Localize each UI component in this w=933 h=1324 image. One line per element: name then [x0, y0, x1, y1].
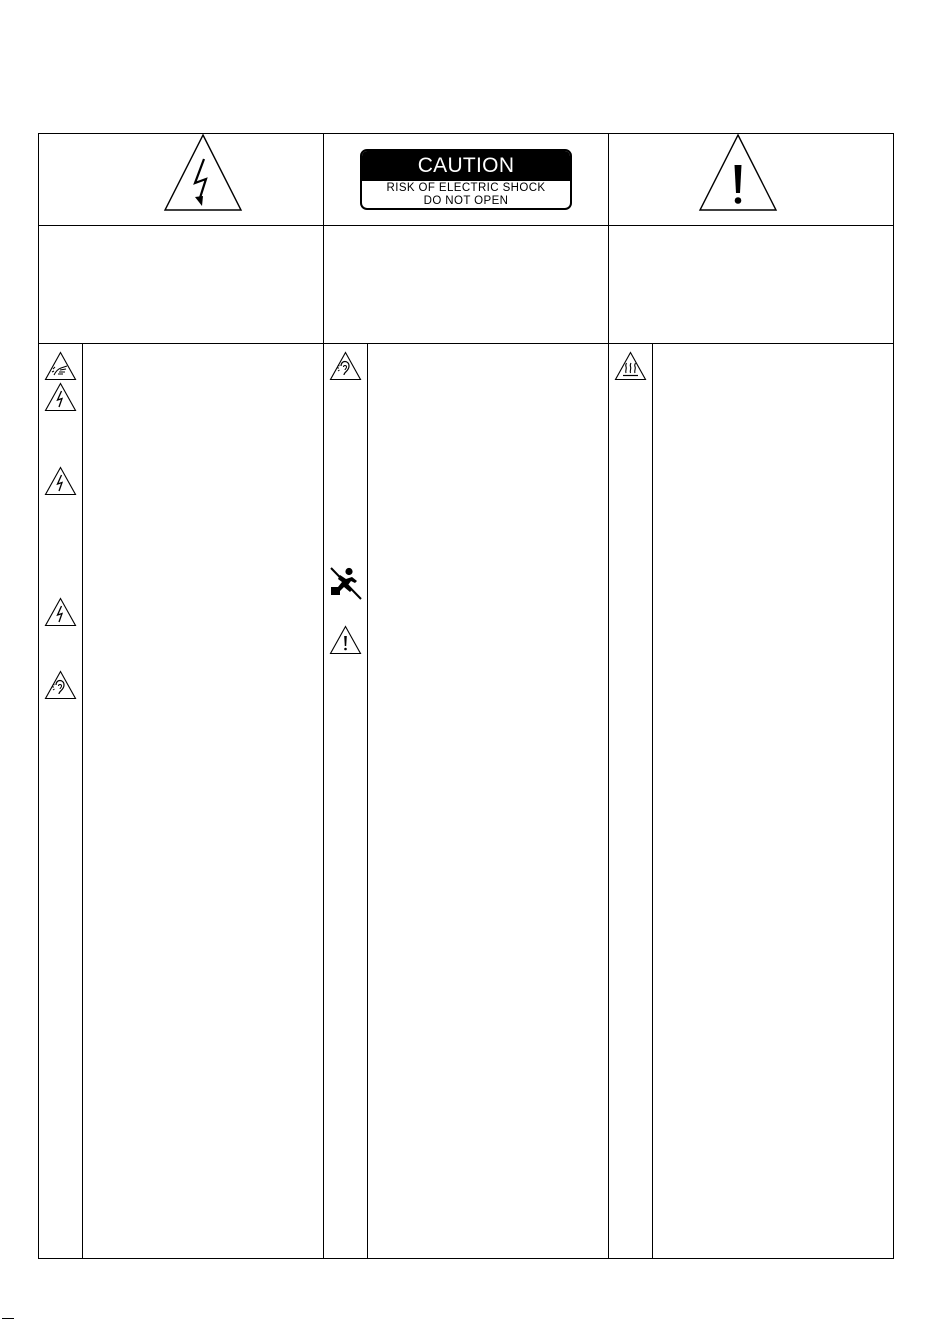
lightning-warning-icon — [44, 466, 77, 496]
ear-warning-icon — [44, 670, 77, 700]
lightning-warning-icon — [162, 131, 244, 213]
caution-title: CAUTION — [362, 151, 570, 181]
safety-table-frame — [38, 133, 894, 1259]
hand-warning-icon — [44, 351, 77, 381]
icon-gutter-divider-3 — [652, 343, 653, 1259]
icon-gutter-divider-1 — [82, 343, 83, 1259]
caution-label — [360, 149, 572, 210]
text-row-divider — [38, 343, 894, 344]
column-divider-2 — [608, 133, 609, 1259]
exclamation-warning-icon — [697, 131, 779, 213]
icon-gutter-divider-2 — [367, 343, 368, 1259]
ear-warning-icon — [329, 351, 362, 381]
caution-line-2: DO NOT OPEN — [423, 195, 509, 207]
exclamation-warning-icon — [329, 625, 362, 655]
caution-line-1: RISK OF ELECTRIC SHOCK — [386, 182, 546, 194]
lightning-warning-icon — [44, 597, 77, 627]
column-divider-1 — [323, 133, 324, 1259]
header-row-divider — [38, 225, 894, 226]
no-children-icon — [329, 565, 363, 601]
hot-surface-icon — [614, 351, 647, 381]
page-corner-mark — [2, 1318, 14, 1319]
lightning-warning-icon — [44, 382, 77, 412]
